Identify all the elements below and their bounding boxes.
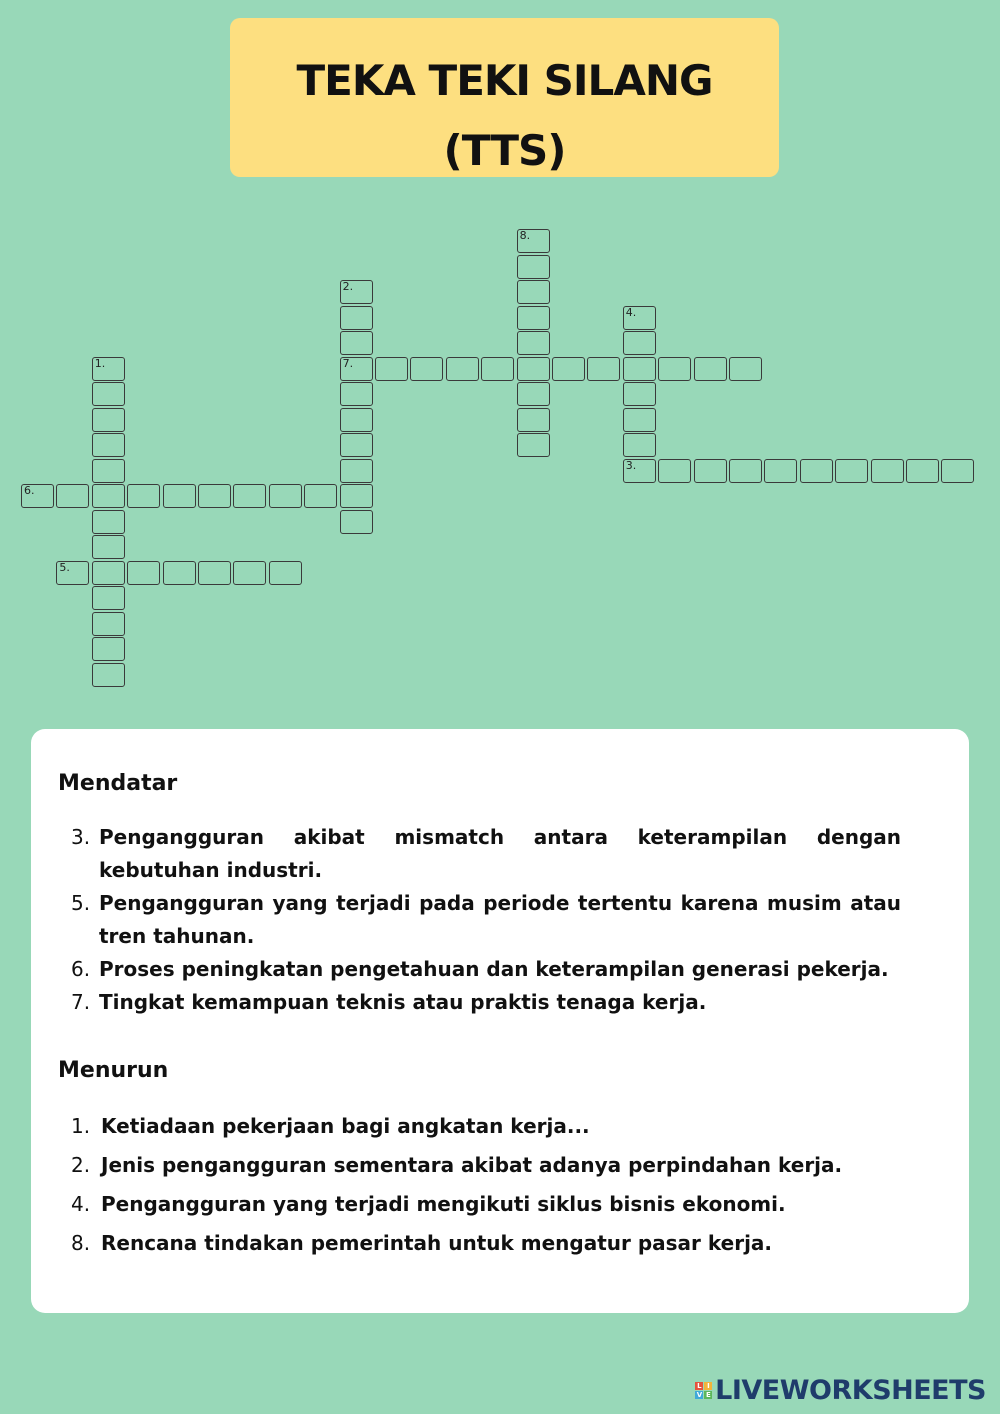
clue-across-7 xyxy=(71,986,901,1019)
crossword-cell[interactable] xyxy=(729,459,762,483)
clue-number-label: 2. xyxy=(342,280,354,293)
crossword-cell[interactable] xyxy=(517,255,550,279)
crossword-cell[interactable] xyxy=(92,484,125,508)
crossword-cell[interactable] xyxy=(694,459,727,483)
crossword-cell[interactable] xyxy=(269,561,302,585)
crossword-cell[interactable] xyxy=(21,484,54,508)
crossword-cell[interactable] xyxy=(340,382,373,406)
crossword-cell[interactable] xyxy=(375,357,408,381)
logo-text: LIVEWORKSHEETS xyxy=(715,1375,986,1406)
crossword-cell[interactable] xyxy=(92,637,125,661)
crossword-cell[interactable] xyxy=(623,408,656,432)
crossword-cell[interactable] xyxy=(871,459,904,483)
crossword-cell[interactable] xyxy=(835,459,868,483)
clue-text: Proses peningkatan pengetahuan dan keterampilan generasi pekerja. xyxy=(99,957,889,981)
crossword-cell[interactable] xyxy=(481,357,514,381)
clue-number-label: 5. xyxy=(59,560,70,574)
logo-letter: V xyxy=(696,1391,702,1399)
clue-number: 2. xyxy=(71,1153,91,1177)
crossword-cell[interactable] xyxy=(340,484,373,508)
crossword-cell[interactable] xyxy=(517,331,550,355)
clue-down-4 xyxy=(71,1185,901,1224)
crossword-cell[interactable] xyxy=(694,357,727,381)
crossword-cell[interactable] xyxy=(623,433,656,457)
logo-letter: L xyxy=(695,1382,703,1390)
crossword-cell[interactable] xyxy=(517,357,550,381)
clue-across-5 xyxy=(71,887,901,953)
clue-number: 4. xyxy=(71,1192,91,1216)
crossword-cell[interactable] xyxy=(198,484,231,508)
crossword-cell[interactable] xyxy=(92,357,125,381)
clue-text: Ketiadaan pekerjaan bagi angkatan kerja... xyxy=(101,1114,590,1138)
clue-number-label: 6. xyxy=(24,484,35,497)
crossword-cell[interactable] xyxy=(517,280,550,304)
clue-down-2 xyxy=(71,1146,901,1185)
crossword-cell[interactable] xyxy=(92,510,125,534)
crossword-cell[interactable] xyxy=(304,484,337,508)
crossword-cell[interactable] xyxy=(340,459,373,483)
crossword-cell[interactable] xyxy=(340,357,373,381)
crossword-cell[interactable] xyxy=(163,484,196,508)
crossword-cell[interactable] xyxy=(623,331,656,355)
clue-number: 1. xyxy=(71,1114,91,1138)
crossword-cell[interactable] xyxy=(340,331,373,355)
crossword-cell[interactable] xyxy=(92,535,125,559)
crossword-cell[interactable] xyxy=(56,484,89,508)
crossword-cell[interactable] xyxy=(92,408,125,432)
clue-down-1 xyxy=(71,1107,901,1146)
crossword-cell[interactable] xyxy=(658,459,691,483)
down-heading: Menurun xyxy=(58,1058,169,1083)
crossword-cell[interactable] xyxy=(446,357,479,381)
clue-number-label: 3. xyxy=(625,458,637,472)
crossword-cell[interactable] xyxy=(906,459,939,483)
down-clue-list xyxy=(71,1107,901,1263)
title-line-2: (TTS) xyxy=(443,126,566,175)
clue-text: Tingkat kemampuan teknis atau praktis tenaga kerja. xyxy=(99,990,707,1014)
across-clue-list xyxy=(71,821,901,1019)
crossword-cell[interactable] xyxy=(163,561,196,585)
crossword-cell[interactable] xyxy=(764,459,797,483)
crossword-cell[interactable] xyxy=(56,561,89,585)
crossword-cell[interactable] xyxy=(517,433,550,457)
crossword-cell[interactable] xyxy=(340,306,373,330)
crossword-cell[interactable] xyxy=(517,306,550,330)
crossword-cell[interactable] xyxy=(941,459,974,483)
crossword-cell[interactable] xyxy=(127,561,160,585)
clue-number-label: 8. xyxy=(519,229,531,242)
clue-number: 7. xyxy=(71,990,91,1014)
crossword-cell[interactable] xyxy=(410,357,443,381)
crossword-cell[interactable] xyxy=(92,561,125,585)
crossword-cell[interactable] xyxy=(623,357,656,381)
logo-letter: I xyxy=(704,1382,712,1390)
clue-number: 8. xyxy=(71,1231,91,1255)
clue-number: 3. xyxy=(71,825,91,849)
crossword-cell[interactable] xyxy=(729,357,762,381)
clue-number: 5. xyxy=(71,891,91,915)
across-heading: Mendatar xyxy=(58,771,178,796)
crossword-cell[interactable] xyxy=(340,433,373,457)
crossword-cell[interactable] xyxy=(800,459,833,483)
clue-across-6 xyxy=(71,953,901,986)
title-line-1: TEKA TEKI SILANG xyxy=(296,56,713,105)
crossword-cell[interactable] xyxy=(552,357,585,381)
clue-number-label: 7. xyxy=(342,356,354,370)
crossword-cell[interactable] xyxy=(517,382,550,406)
clue-text: Pengangguran yang terjadi mengikuti siklus bisnis ekonomi. xyxy=(101,1192,786,1216)
crossword-cell[interactable] xyxy=(340,510,373,534)
clue-down-8 xyxy=(71,1224,901,1263)
clue-text: Pengangguran akibat mismatch antara keterampilan dengan kebutuhan industri. xyxy=(99,825,901,882)
crossword-cell[interactable] xyxy=(92,433,125,457)
crossword-cell[interactable] xyxy=(517,229,550,253)
crossword-cell[interactable] xyxy=(92,586,125,610)
crossword-cell[interactable] xyxy=(623,459,656,483)
clue-card xyxy=(31,729,969,1313)
clue-text: Pengangguran yang terjadi pada periode tertentu karena musim atau tren tahunan. xyxy=(99,891,901,948)
crossword-cell[interactable] xyxy=(92,382,125,406)
clue-text: Rencana tindakan pemerintah untuk mengatur pasar kerja. xyxy=(101,1231,773,1255)
logo-mark-icon xyxy=(695,1382,712,1399)
logo-letter: E xyxy=(706,1391,711,1399)
clue-across-3 xyxy=(71,821,901,887)
crossword-cell[interactable] xyxy=(127,484,160,508)
crossword-cell[interactable] xyxy=(623,382,656,406)
crossword-cell[interactable] xyxy=(92,663,125,687)
crossword-cell[interactable] xyxy=(92,612,125,636)
crossword-cell[interactable] xyxy=(198,561,231,585)
clue-text: Jenis pengangguran sementara akibat adanya perpindahan kerja. xyxy=(101,1153,843,1177)
crossword-cell[interactable] xyxy=(623,306,656,330)
crossword-cell[interactable] xyxy=(340,408,373,432)
crossword-cell[interactable] xyxy=(517,408,550,432)
liveworksheets-logo xyxy=(695,1375,986,1406)
crossword-cell[interactable] xyxy=(340,280,373,304)
crossword-cell[interactable] xyxy=(269,484,302,508)
clue-number-label: 4. xyxy=(625,305,637,319)
crossword-cell[interactable] xyxy=(587,357,620,381)
crossword-cell[interactable] xyxy=(233,561,266,585)
crossword-cell[interactable] xyxy=(233,484,266,508)
clue-number: 6. xyxy=(71,957,91,981)
crossword-cell[interactable] xyxy=(92,459,125,483)
clue-number-label: 1. xyxy=(94,356,106,370)
crossword-cell[interactable] xyxy=(658,357,691,381)
